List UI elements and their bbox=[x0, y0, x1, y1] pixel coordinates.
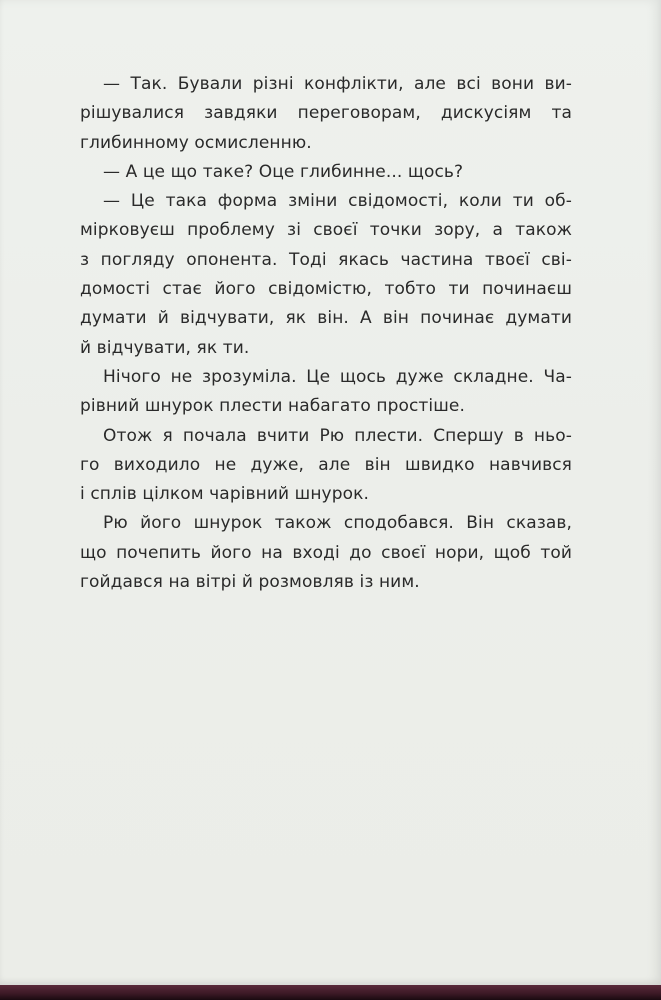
text-line: мірковуєш проблему зі своєї точки зору, а також bbox=[80, 220, 572, 241]
text-line: домості стає його свідомістю, тобто ти починаєш bbox=[80, 279, 572, 300]
paragraph bbox=[80, 158, 572, 187]
text-line: — Так. Бували різні конфлікти, але всі вони ви- bbox=[103, 74, 572, 94]
text-line: — Це така форма зміни свідомості, коли ти об- bbox=[103, 191, 572, 212]
text-line: що почепить його на вході до своєї нори, щоб той bbox=[80, 542, 572, 563]
text-line: глибинному осмисленню. bbox=[80, 132, 312, 153]
text-line: го виходило не дуже, але він швидко навчився bbox=[80, 454, 572, 475]
paragraph bbox=[80, 363, 572, 422]
book-cover-edge bbox=[0, 985, 661, 1000]
text-line: Нічого не зрозуміла. Це щось дуже складне. Ча- bbox=[103, 366, 572, 387]
paragraph bbox=[80, 422, 572, 510]
text-line: рішувалися завдяки переговорам, дискусіям та bbox=[80, 103, 572, 124]
text-line: гойдався на вітрі й розмовляв із ним. bbox=[80, 572, 420, 593]
text-line: Рю його шнурок також сподобався. Він сказав, bbox=[103, 513, 572, 534]
page-text bbox=[80, 70, 572, 597]
paragraph bbox=[80, 187, 572, 363]
paragraph bbox=[80, 509, 572, 597]
paragraph bbox=[80, 70, 572, 158]
text-line: рівний шнурок плести набагато простіше. bbox=[80, 396, 465, 417]
text-line: з погляду опонента. Тоді якась частина твоєї сві- bbox=[80, 249, 572, 270]
text-line: Отож я почала вчити Рю плести. Спершу в ньо- bbox=[103, 425, 572, 446]
text-line: — А це що таке? Оце глибинне... щось? bbox=[103, 161, 464, 182]
text-line: й відчувати, як ти. bbox=[80, 337, 250, 358]
text-line: і сплів цілком чарівний шнурок. bbox=[80, 484, 369, 505]
text-line: думати й відчувати, як він. А він починає думати bbox=[80, 308, 572, 329]
